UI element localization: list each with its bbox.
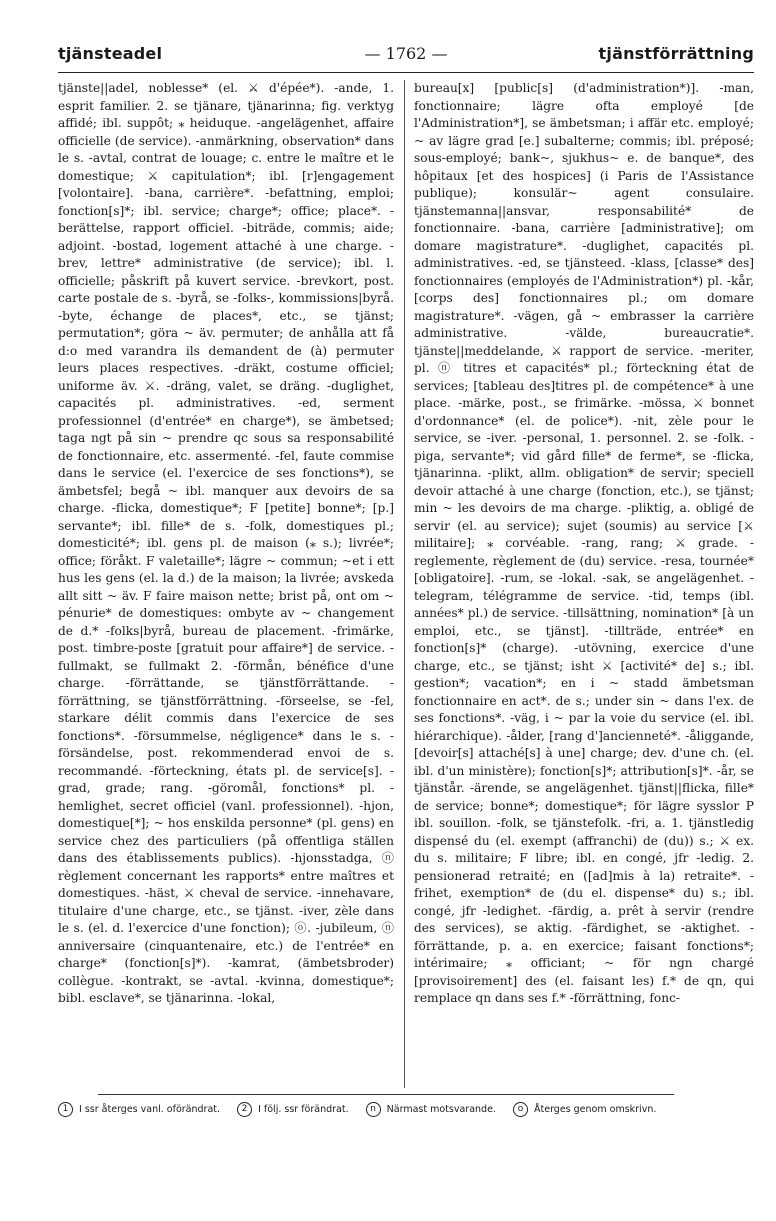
left-column-text: tjänste||adel, noblesse* (el. ⚔ d'épée*). -ande, 1. esprit familier. 2. se tjänare, tjänarinna; fig. verktyg affidé; ibl. suppôt; ⁎ heiduque. -angelägenhet, affaire officielle (de service). -anmärkning, observation* dans le s. -avtal, contrat de louage; c. entre le maître et le domestique; ⚔ capitulation*; ibl. [r]engagement [volontaire]. -bana, carrière*. -befattning, emploi; fonction[s]*; ibl. service; charge*; office; place*. -berättelse, rapport officiel. -biträde, commis; aide; adjoint. -bostad, logement attaché à une charge. -brev, lettre* administrative (de service); ibl. l. officielle; påskrift på kuvert service. -brevkort, post. carte postale de s. -byrå, se -folks-, kommissions|byrå. -byte, échange de places*, etc., se tjänst; permutation*; göra ~ äv. permuter; de anhålla att få d:o med varandra ils demandent de (à) permuter leurs places respectives. -dräkt, costume officiel; uniforme äv. ⚔. -dräng, valet, se dräng. -duglighet, capacités pl. administratives. -ed, serment professionnel (d'entrée* en charge*), se ämbetsed; taga ngt på sin ~ prendre qc sous sa responsabilité de fonctionnaire, etc. assermenté. -fel, faute commise dans le service (el. l'exercice de ses fonctions*), se ämbetsfel; begå ~ ibl. manquer aux devoirs de sa charge. -flicka, domestique*; F [petite] bonne*; [p.] servante*; ibl. fille* de s. -folk, domestiques pl.; domesticité*; ibl. gens pl. de maison (⁎ s.); livrée*; office; föråkt. F valetaille*; lägre ~ commun; ~et i ett hus les gens (el. la d.) de la maison; la livrée; avskeda allt sitt ~ äv. F faire maison nette; brist på, ont om ~ pénurie* de domestiques: ombyte av ~ changement de d.* -folks|byrå, bureau de placement. -frimärke, post. timbre-poste [gratuit pour affaire*] de service. -fullmakt, se fullmakt 2. -förmån, bénéfice d'une charge. -förrättande, se tjänstförrättande. -förrättning, se tjänstförrättning. -förseelse, se -fel, starkare délit commis dans l'exercice de ses fonctions*. -försummelse, négligence* dans le s. -försändelse, post. rekommenderad envoi de s. recommandé. -förteckning, états pl. de service[s]. -grad, grade; rang. -göromål, fonctions* pl. -hemlighet, secret officiel (vanl. professionnel). -hjon, domestique[*]; ~ hos enskilda personne* (pl. gens) en service chez des particuliers (på offentliga ställen dans des établissements publics). -hjonsstadga, ⓝ règlement concernant les rapports* entre maîtres et domestiques. -häst, ⚔ cheval de service. -innehavare, titulaire d'une charge, etc., se tjänst. -iver, zèle dans le s. (el. d. l'exercice d'une fonction); ⓞ. -jubileum, ⓝ anniversaire (cinquantenaire, etc.) de l'entrée* en charge* (fonction[s]*). -kamrat, (ämbetsbroder) collègue. -kontrakt, se -avtal. -kvinna, domestique*; bibl. esclave*, se tjänarinna. -lokal, xyxy=(58,81,394,1005)
footnote-3-mark: n xyxy=(366,1102,381,1117)
footnote-3-text: Närmast motsvarande. xyxy=(386,1104,496,1115)
footnote-3 xyxy=(366,1102,496,1117)
footnote-4-mark: o xyxy=(513,1102,528,1117)
footnote-4 xyxy=(513,1102,656,1117)
footnote-1-mark: 1 xyxy=(58,1102,73,1117)
dictionary-columns xyxy=(58,80,754,1088)
page-number: — 1762 — xyxy=(364,44,448,63)
footnotes xyxy=(58,1102,754,1117)
right-column xyxy=(414,80,754,1088)
column-divider xyxy=(404,80,405,1088)
page-header xyxy=(58,44,754,73)
footnote-1 xyxy=(58,1102,220,1117)
left-column xyxy=(58,80,394,1088)
footer-rule xyxy=(98,1094,674,1095)
header-left-headword: tjänsteadel xyxy=(58,44,163,63)
footnote-1-text: I ssr återges vanl. oförändrat. xyxy=(79,1104,221,1115)
header-right-headword: tjänstförrättning xyxy=(598,44,754,63)
right-column-text: bureau[x] [public[s] (d'administration*)]. -man, fonctionnaire; lägre ofta employé [de l'Administration*], se ämbetsman; i affär etc. employé; ~ av lägre grad [e.] subalterne; commis; ibl. préposé; sous-employé; bank~, sjukhus~ e. de banque*, des hôpitaux [et des hospices] (i Paris de l'Assistance publique); konsulär~ agent consulaire. tjänstemanna||ansvar, responsabilité* de fonctionnaire. -bana, carrière [administrative]; om domare magistrature*. -duglighet, capacités pl. administratives. -ed, se tjänsteed. -klass, [classe* des] fonctionnaires (employés de l'Administration*) pl. -kår, [corps des] fonctionnaires pl.; om domare magistrature*. -vägen, gå ~ embrasser la carrière administrative. -välde, bureaucratie*. tjänste||meddelande, ⚔ rapport de service. -meriter, pl. ⓝ titres et capacités* pl.; förteckning état de services; [tableau des]titres pl. de compétence* à une place. -märke, post., se frimärke. -mössa, ⚔ bonnet d'ordonnance* (el. de police*). -nit, zèle pour le service, se -iver. -personal, 1. personnel. 2. se -folk. -piga, servante*; vid gård fille* de ferme*, se -flicka, tjänarinna. -plikt, allm. obligation* de servir; speciell devoir attaché à une charge (fonction, etc.), se tjänst; min ~ les devoirs de ma charge. -pliktig, a. obligé de servir (el. au service); sujet (soumis) au service [⚔ militaire]; ⁎ corvéable. -rang, rang; ⚔ grade. -reglemente, règlement de (du) service. -resa, tournée* [obligatoire]. -rum, se -lokal. -sak, se angelägenhet. -telegram, télégramme de service. -tid, temps (ibl. années* pl.) de service. -tillsättning, nomination* [à un emploi, etc., se tjänst]. -tillträde, entrée* en fonction[s]* (charge). -utövning, exercice d'une charge, etc., se tjänst; isht ⚔ [activité* de] s.; ibl. gestion*; vacation*; en i ~ stadd ämbetsman fonctionnaire en act*. de s.; under sin ~ dans l'ex. de ses fonctions*. -väg, i ~ par la voie du service (el. ibl. hiérarchique). -ålder, [rang d']ancienneté*. -åliggande, [devoir[s] attaché[s] à une] charge; dev. d'une ch. (el. ibl. d'un ministère); fonction[s]*; attribution[s]*. -år, se tjänstår. -ärende, se angelägenhet. tjänst||flicka, fille* de service; bonne*; domestique*; för lägre sysslor P ibl. souillon. -folk, se tjänstefolk. -fri, a. 1. tjänstledig dispensé du (el. exempt (affranchi) de (du)) s.; ⚔ ex. du s. militaire; F libre; ibl. en congé, jfr -ledig. 2. pensionerad retraité; en ([ad]mis à la) retraite*. -frihet, exemption* de (du el. dispense* du) s.; ibl. congé, jfr -ledighet. -färdig, a. prêt à servir (rendre des services), se aktig. -färdighet, se -aktighet. -förrättande, p. a. en exercice; faisant fonctions*; intérimaire; ⁎ officiant; ~ för ngn chargé [provisoirement] des (el. faisant les) f.* de qn, qui remplace qn dans ses f.* -förrättning, fonc- xyxy=(414,81,754,1005)
footnote-2-text: I följ. ssr förändrat. xyxy=(258,1104,349,1115)
footnote-2-mark: 2 xyxy=(237,1102,252,1117)
footnote-2 xyxy=(237,1102,349,1117)
footnote-4-text: Återges genom omskrivn. xyxy=(534,1104,657,1115)
